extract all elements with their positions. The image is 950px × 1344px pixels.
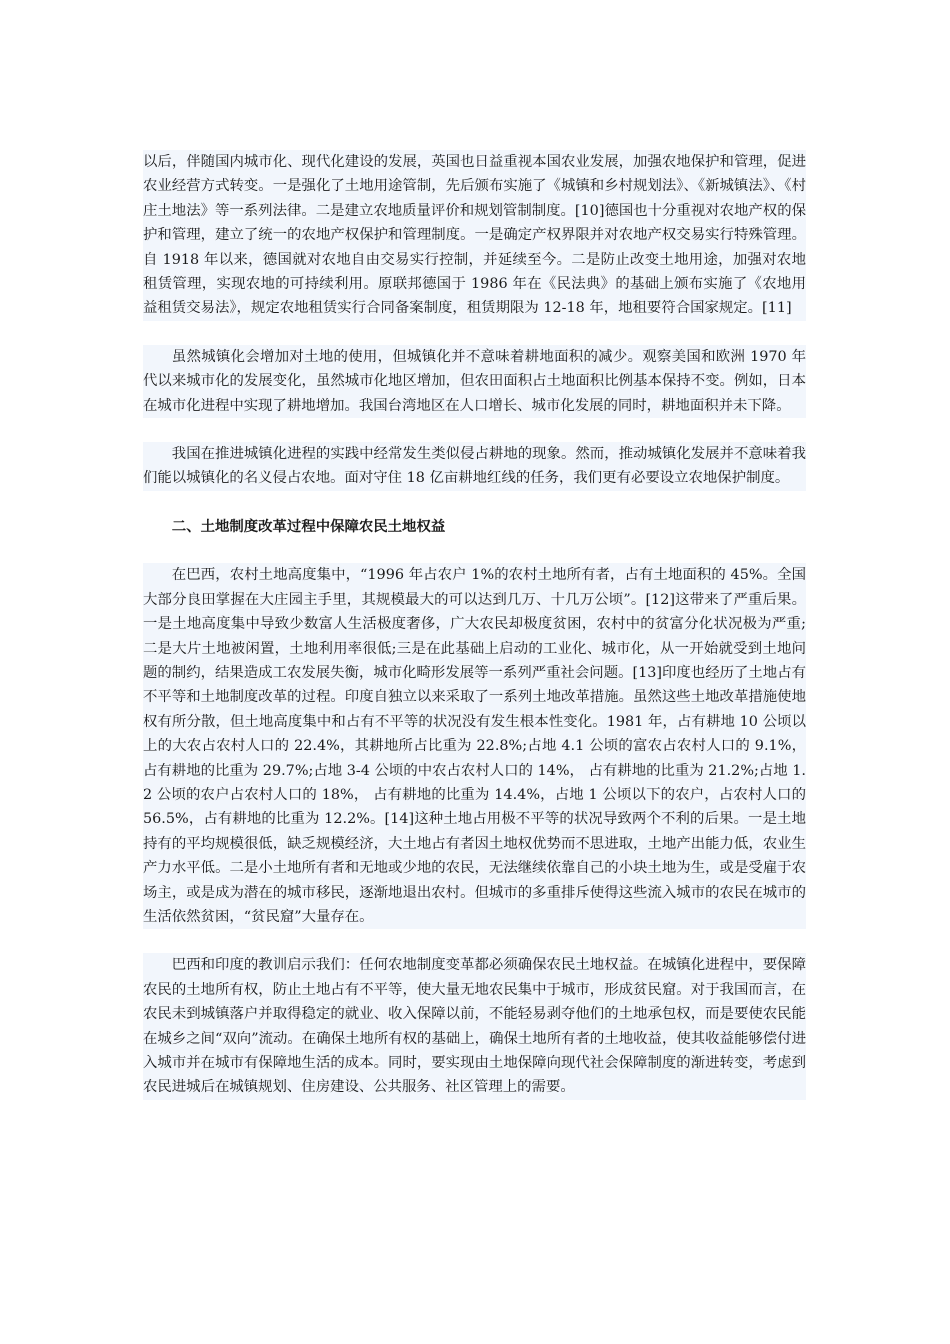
section-heading: 二、土地制度改革过程中保障农民土地权益 — [143, 515, 806, 539]
paragraph-brazil-india-land: 在巴西，农村土地高度集中，“1996 年占农户 1%的农村土地所有者，占有土地面积的 45%。全国大部分良田掌握在大庄园主手里，其规模最大的可以达到几万、十几万公顷”。[12]这带来了严重后果。一是土地高度集中导致少数富人生活极度奢侈，广大农民却极度贫困，农村中的贫富分化状况极为严重;二是大片土地被闲置，土地利用率很低;三是在此基础上启动的工业化、城市化，从一开始就受到土地问题的制约，结果造成工农发展失衡，城市化畸形发展等一系列严重社会问题。[13]印度也经历了土地占有不平等和土地制度改革的过程。印度自独立以来采取了一系列土地改革措施。虽然这些土地改革措施使地权有所分散，但土地高度集中和占有不平等的状况没有发生根本性变化。1981 年，占有耕地 10 公顷以上的大农占农村人口的 22.4%，其耕地所占比重为 22.8%;占地 4.1 公顷的富农占农村人口的 9.1%， 占有耕地的比重为 29.7%;占地 3-4 公顷的中农占农村人口的 14%， 占有耕地的比重为 21.2%;占地 1.2 公顷的农户占农村人口的 18%， 占有耕地的比重为 14.4%，占地 1 公顷以下的农户，占农村人口的 56.5%，占有耕地的比重为 12.2%。[14]这种土地占用极不平等的状况导致两个不利的后果。一是土地持有的平均规模很低，缺乏规模经济，大土地占有者因土地权优势而不思进取，土地产出能力低，农业生产力水平低。二是小土地所有者和无地或少地的农民，无法继续依靠自己的小块土地为生，或是受雇于农场主，或是成为潜在的城市移民，逐渐地退出农村。但城市的多重排斥使得这些流入城市的农民在城市的生活依然贫困，“贫民窟”大量存在。 — [143, 563, 806, 929]
paragraph-gap — [143, 539, 806, 563]
paragraph-urbanization-farmland: 虽然城镇化会增加对土地的使用，但城镇化并不意味着耕地面积的减少。观察美国和欧洲 1970 年代以来城市化的发展变化，虽然城市化地区增加，但农田面积占土地面积比例基本保持不变。例如，日本在城市化进程中实现了耕地增加。我国台湾地区在人口增长、城市化发展的同时，耕地面积并未下降。 — [143, 345, 806, 418]
paragraph-china-farmland-protection: 我国在推进城镇化进程的实践中经常发生类似侵占耕地的现象。然而，推动城镇化发展并不意味着我们能以城镇化的名义侵占农地。面对守住 18 亿亩耕地红线的任务，我们更有必要设立农地保护制度。 — [143, 442, 806, 491]
paragraph-gap — [143, 491, 806, 515]
paragraph-gap — [143, 929, 806, 953]
paragraph-gap — [143, 418, 806, 442]
document-body — [143, 150, 806, 1100]
paragraph-uk-germany-farmland: 以后，伴随国内城市化、现代化建设的发展，英国也日益重视本国农业发展，加强农地保护和管理，促进农业经营方式转变。一是强化了土地用途管制，先后颁布实施了《城镇和乡村规划法》、《新城镇法》、《村庄土地法》等一系列法律。二是建立农地质量评价和规划管制制度。[10]德国也十分重视对农地产权的保护和管理，建立了统一的农地产权保护和管理制度。一是确定产权界限并对农地产权交易实行特殊管理。自 1918 年以来，德国就对农地自由交易实行控制，并延续至今。二是防止改变土地用途，加强对农地租赁管理，实现农地的可持续利用。原联邦德国于 1986 年在《民法典》的基础上颁布实施了《农地用益租赁交易法》，规定农地租赁实行合同备案制度，租赁期限为 12-18 年，地租要符合国家规定。[11] — [143, 150, 806, 321]
paragraph-lessons-land-rights: 巴西和印度的教训启示我们：任何农地制度变革都必须确保农民土地权益。在城镇化进程中，要保障农民的土地所有权，防止土地占有不平等，使大量无地农民集中于城市，形成贫民窟。对于我国而言，在农民未到城镇落户并取得稳定的就业、收入保障以前，不能轻易剥夺他们的土地承包权，而是要使农民能在城乡之间“双向”流动。在确保土地所有权的基础上，确保土地所有者的土地收益，使其收益能够偿付进入城市并在城市有保障地生活的成本。同时，要实现由土地保障向现代社会保障制度的渐进转变，考虑到农民进城后在城镇规划、住房建设、公共服务、社区管理上的需要。 — [143, 953, 806, 1099]
paragraph-gap — [143, 321, 806, 345]
